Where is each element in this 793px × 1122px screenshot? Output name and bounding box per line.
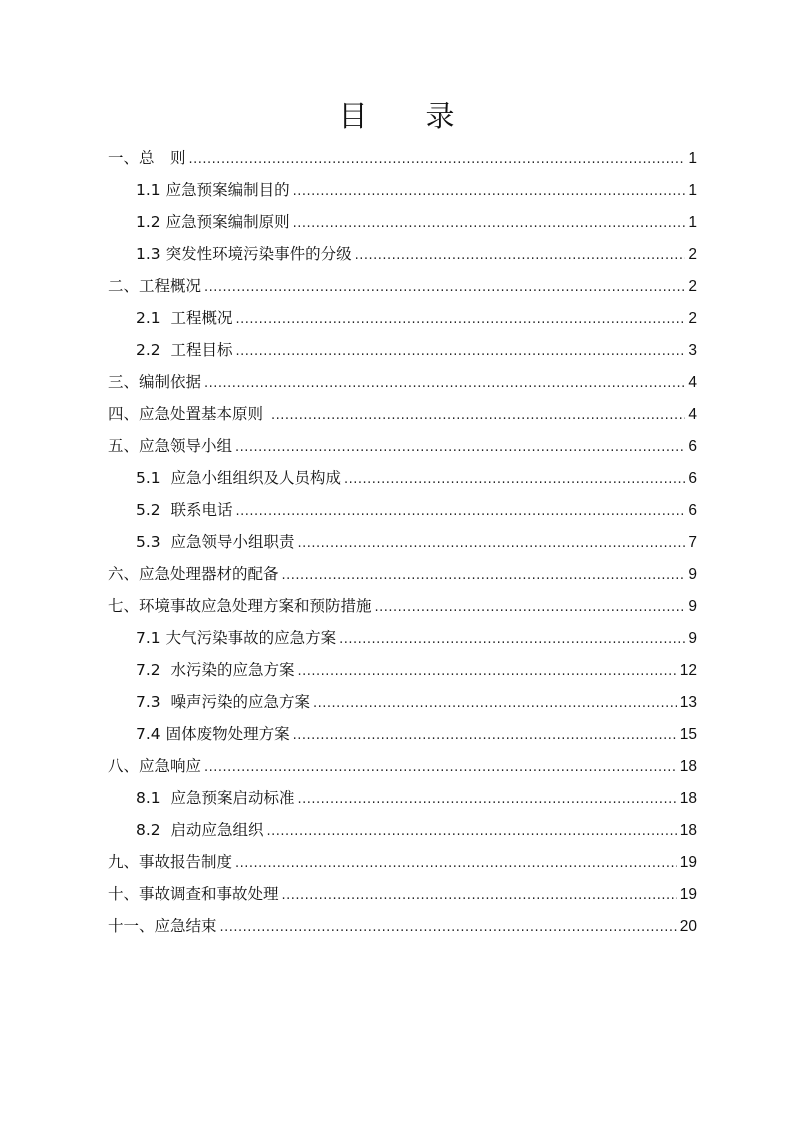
toc-page-number: 9 — [688, 566, 697, 583]
toc-entry-emergency-end[interactable] — [108, 910, 697, 942]
toc-title: 目 录 — [338, 99, 455, 133]
dot-leader — [189, 144, 686, 176]
toc-entry-label: 五、应急领导小组 — [108, 437, 233, 455]
toc-entry-environmental-plan[interactable] — [108, 590, 697, 622]
toc-entry-label: 5.1 应急小组组织及人员构成 — [136, 469, 342, 487]
dot-leader — [282, 560, 686, 592]
toc-page-number: 18 — [679, 790, 697, 807]
toc-entry-label: 7.2 水污染的应急方案 — [136, 661, 295, 679]
toc-entry-label: 二、工程概况 — [108, 277, 202, 295]
dot-leader — [339, 624, 685, 656]
toc-entry-label: 七、环境事故应急处理方案和预防措施 — [108, 597, 372, 615]
toc-page-number: 9 — [688, 630, 697, 647]
dot-leader — [313, 688, 677, 720]
toc-page-number: 1 — [688, 182, 697, 199]
toc-page-number: 13 — [679, 694, 697, 711]
toc-page-number: 20 — [679, 918, 697, 935]
toc-entry-5-3[interactable] — [108, 526, 697, 558]
toc-entry-1-2[interactable] — [108, 206, 697, 238]
toc-entry-label: 8.2 启动应急组织 — [136, 821, 264, 839]
toc-page-number: 4 — [688, 406, 697, 423]
toc-entry-7-2[interactable] — [108, 654, 697, 686]
dot-leader — [293, 176, 686, 208]
dot-leader — [236, 496, 686, 528]
toc-entry-label: 十、事故调查和事故处理 — [108, 885, 279, 903]
toc-entry-7-3[interactable] — [108, 686, 697, 718]
toc-entry-7-4[interactable] — [108, 718, 697, 750]
toc-page-number: 1 — [688, 150, 697, 167]
toc-entry-7-1[interactable] — [108, 622, 697, 654]
dot-leader — [236, 304, 686, 336]
toc-entry-label: 三、编制依据 — [108, 373, 202, 391]
toc-entry-label: 7.4 固体废物处理方案 — [136, 725, 290, 743]
dot-leader — [293, 208, 686, 240]
toc-page-number: 4 — [688, 374, 697, 391]
dot-leader — [204, 752, 677, 784]
toc-entry-compilation-basis[interactable] — [108, 366, 697, 398]
dot-leader — [293, 720, 677, 752]
toc-entry-label: 5.2 联系电话 — [136, 501, 233, 519]
toc-entry-equipment[interactable] — [108, 558, 697, 590]
toc-page-number: 19 — [679, 854, 697, 871]
toc-entry-8-2[interactable] — [108, 814, 697, 846]
dot-leader — [235, 848, 677, 880]
dot-leader — [267, 816, 677, 848]
toc-entry-label: 1.3 突发性环境污染事件的分级 — [136, 245, 352, 263]
dot-leader — [282, 880, 677, 912]
dot-leader — [375, 592, 686, 624]
toc-page-number: 3 — [688, 342, 697, 359]
dot-leader — [355, 240, 686, 272]
toc-entry-label: 四、应急处置基本原则 — [108, 405, 268, 423]
dot-leader — [220, 912, 677, 944]
toc-entry-accident-reporting[interactable] — [108, 846, 697, 878]
toc-page-number: 18 — [679, 758, 697, 775]
dot-leader — [236, 336, 686, 368]
toc-page-number: 6 — [688, 470, 697, 487]
table-of-contents — [108, 142, 697, 942]
toc-entry-label: 1.2 应急预案编制原则 — [136, 213, 290, 231]
toc-entry-1-1[interactable] — [108, 174, 697, 206]
toc-entry-5-1[interactable] — [108, 462, 697, 494]
toc-page-number: 7 — [688, 534, 697, 551]
toc-page-number: 6 — [688, 502, 697, 519]
toc-entry-label: 1.1 应急预案编制目的 — [136, 181, 290, 199]
toc-page-number: 2 — [688, 278, 697, 295]
toc-entry-basic-principles[interactable] — [108, 398, 697, 430]
toc-entry-project-overview[interactable] — [108, 270, 697, 302]
toc-page-number: 19 — [679, 886, 697, 903]
toc-entry-2-2[interactable] — [108, 334, 697, 366]
toc-entry-label: 六、应急处理器材的配备 — [108, 565, 279, 583]
toc-entry-label: 8.1 应急预案启动标准 — [136, 789, 295, 807]
toc-entry-label: 7.1 大气污染事故的应急方案 — [136, 629, 337, 647]
toc-entry-accident-investigation[interactable] — [108, 878, 697, 910]
toc-page-number: 2 — [688, 310, 697, 327]
toc-entry-label: 2.2 工程目标 — [136, 341, 233, 359]
toc-page-number: 12 — [679, 662, 697, 679]
toc-entry-label: 八、应急响应 — [108, 757, 202, 775]
toc-entry-label: 九、事故报告制度 — [108, 853, 233, 871]
toc-entry-leading-group[interactable] — [108, 430, 697, 462]
toc-page-number: 6 — [688, 438, 697, 455]
toc-page-number: 2 — [688, 246, 697, 263]
dot-leader — [344, 464, 685, 496]
toc-page-number: 18 — [679, 822, 697, 839]
toc-entry-8-1[interactable] — [108, 782, 697, 814]
toc-entry-2-1[interactable] — [108, 302, 697, 334]
toc-entry-label: 2.1 工程概况 — [136, 309, 233, 327]
dot-leader — [204, 368, 685, 400]
dot-leader — [235, 432, 685, 464]
toc-entry-label: 一、总 则 — [108, 149, 186, 167]
toc-entry-label: 十一、应急结束 — [108, 917, 217, 935]
dot-leader — [204, 272, 685, 304]
dot-leader — [298, 528, 686, 560]
toc-page-number: 9 — [688, 598, 697, 615]
toc-entry-1-3[interactable] — [108, 238, 697, 270]
toc-entry-general-principles[interactable] — [108, 142, 697, 174]
toc-entry-emergency-response[interactable] — [108, 750, 697, 782]
toc-entry-label: 7.3 噪声污染的应急方案 — [136, 693, 311, 711]
toc-entry-label: 5.3 应急领导小组职责 — [136, 533, 295, 551]
dot-leader — [298, 784, 677, 816]
toc-page-number: 1 — [688, 214, 697, 231]
toc-page-number: 15 — [679, 726, 697, 743]
dot-leader — [298, 656, 677, 688]
dot-leader — [271, 400, 685, 432]
toc-entry-5-2[interactable] — [108, 494, 697, 526]
